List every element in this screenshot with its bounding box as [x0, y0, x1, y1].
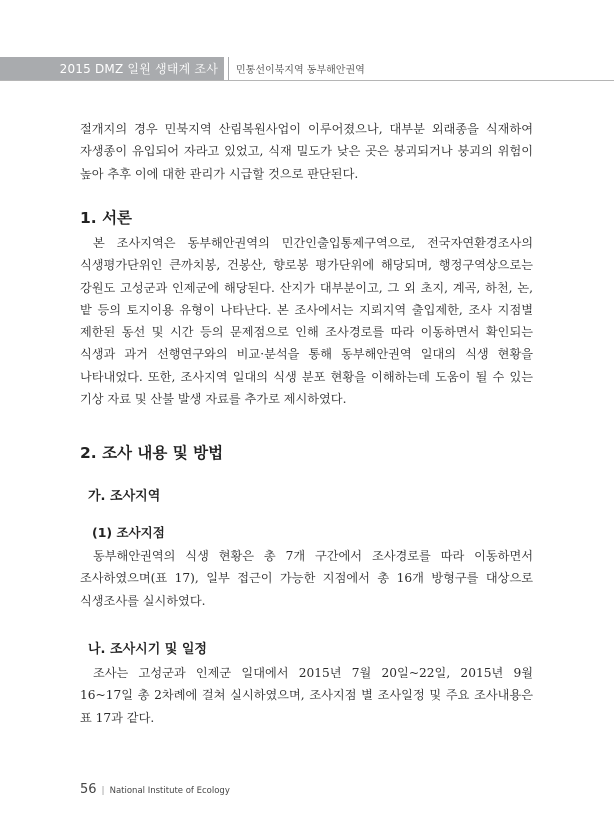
- intro-paragraph: 절개지의 경우 민북지역 산림복원사업이 이루어졌으나, 대부분 외래종을 식재하여 자생종이 유입되어 자라고 있었고, 식재 밀도가 낮은 곳은 붕괴되거나 붕괴의 위험이 높아 추후 이에 대한 관리가 시급할 것으로 판단된다.: [80, 122, 533, 181]
- subsection-b-paragraph: 조사는 고성군과 인제군 일대에서 2015년 7월 20일~22일, 2015년 9월 16~17일 총 2차례에 걸쳐 실시하였으며, 조사지점 별 조사일정 및 주요 조사내용은 표 17과 같다.: [80, 666, 533, 725]
- footer-separator: |: [101, 786, 105, 796]
- header-divider: [228, 57, 229, 80]
- header-series-title: 2015 DMZ 일원 생태계 조사: [59, 62, 218, 76]
- header-rule: [0, 80, 614, 81]
- header-section-title: 민통선이북지역 동부해안권역: [236, 65, 365, 76]
- page-number: 56: [80, 782, 97, 797]
- page-footer: [80, 778, 230, 797]
- section-1-paragraph: 본 조사지역은 동부해안권역의 민간인출입통제구역으로, 전국자연환경조사의 식생평가단위인 큰까치봉, 건봉산, 향로봉 평가단위에 해당되며, 행정구역상으로는 강원도 고성군과 인제군에 해당된다. 산지가 대부분이고, 그 외 초지, 계곡, 하천, 논, 밭 등의 토지이용 유형이 나타난다. 본 조사에서는 지뢰지역 출입제한, 조사 지점별 제한된 동선 및 시간 등의 문제점으로 인해 조사경로를 따라 이동하면서 확인되는 식생과 과거 선행연구와의 비교·분석을 통해 동부해안권역 일대의 식생 현황을 나타내었다. 또한, 조사지역 일대의 식생 분포 현황을 이해하는데 도움이 될 수 있는 기상 자료 및 산불 발생 자료를 추가로 제시하였다.: [80, 236, 533, 407]
- footer-institute: National Institute of Ecology: [109, 786, 230, 796]
- subsection-a1-heading: (1) 조사지점: [92, 525, 165, 540]
- header-series-bar: [0, 57, 224, 80]
- section-2-heading: 2. 조사 내용 및 방법: [80, 444, 224, 462]
- subsection-b-heading: 나. 조사시기 및 일정: [88, 642, 207, 657]
- subsection-a-heading: 가. 조사지역: [88, 489, 161, 504]
- section-1-heading: 1. 서론: [80, 209, 133, 227]
- subsection-a1-paragraph: 동부해안권역의 식생 현황은 총 7개 구간에서 조사경로를 따라 이동하면서 조사하였으며(표 17), 일부 접근이 가능한 지점에서 총 16개 방형구를 대상으로 식생조사를 실시하였다.: [80, 549, 533, 608]
